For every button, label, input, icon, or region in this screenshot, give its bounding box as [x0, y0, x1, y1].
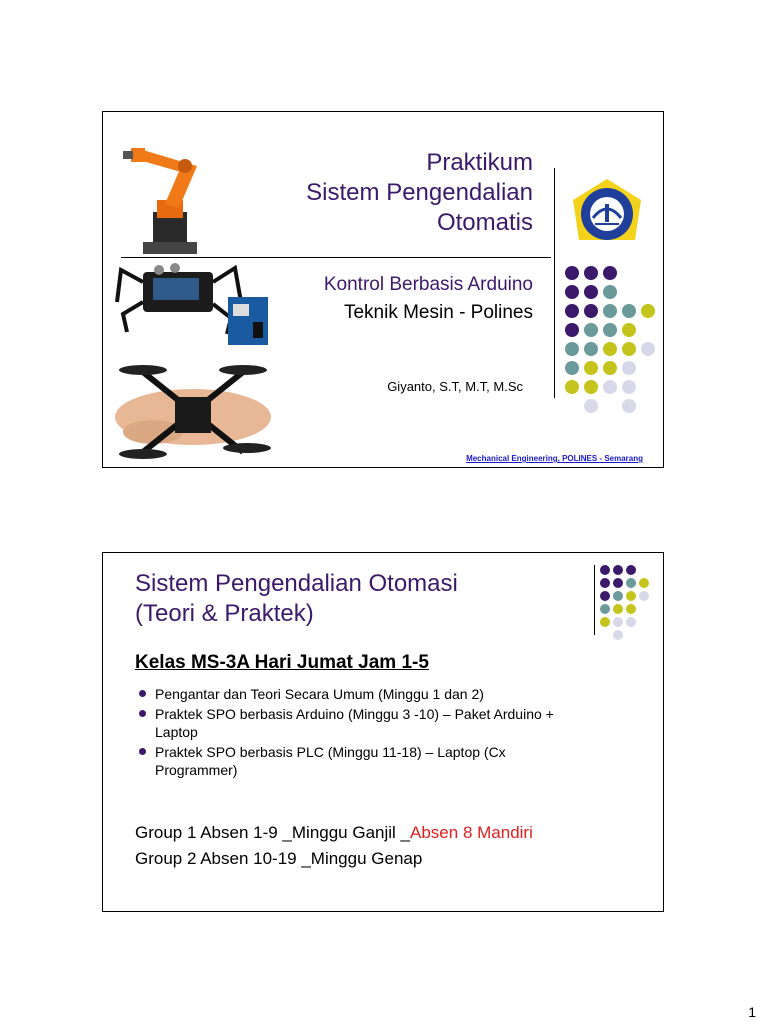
- hexapod-robot-image: [117, 263, 241, 334]
- group-1-highlight: Absen 8 Mandiri: [410, 823, 533, 842]
- group-1-text: Group 1 Absen 1-9 _Minggu Ganjil _: [135, 823, 411, 842]
- group-1-line: [135, 820, 533, 846]
- robot-images: [113, 142, 283, 467]
- bullet-icon: [139, 748, 146, 755]
- horizontal-divider: [121, 257, 551, 258]
- class-schedule-heading: Kelas MS-3A Hari Jumat Jam 1-5: [135, 652, 429, 673]
- list-item: [137, 685, 587, 703]
- bullet-text: Pengantar dan Teori Secara Umum (Minggu 1 dan 2): [155, 686, 484, 702]
- slide1-author: Giyanto, S.T, M.T, M.Sc: [387, 379, 523, 394]
- slide1-footer-link[interactable]: Mechanical Engineering, POLINES - Semarang: [466, 454, 643, 463]
- bullet-text: Praktek SPO berbasis PLC (Minggu 11-18) – Laptop (Cx Programmer): [155, 744, 506, 778]
- slide2-title: [135, 569, 458, 629]
- list-item: [137, 705, 587, 741]
- content-slide: [102, 552, 664, 912]
- bullet-list: [137, 685, 587, 781]
- list-item: [137, 743, 587, 779]
- bullet-text: Praktek SPO berbasis Arduino (Minggu 3 -10) – Paket Arduino + Laptop: [155, 706, 554, 740]
- polines-logo: [569, 178, 645, 250]
- arduino-board-image: [228, 297, 268, 345]
- slide1-department: Teknik Mesin - Polines: [343, 302, 533, 323]
- group-assignments: [135, 820, 533, 872]
- title-slide: [102, 111, 664, 468]
- slide1-subtitle: Kontrol Berbasis Arduino: [323, 274, 533, 295]
- group-2-line: Group 2 Absen 10-19 _Minggu Genap: [135, 849, 423, 868]
- slide2-title-line-1: Sistem Pengendalian Otomasi: [135, 570, 458, 597]
- vertical-divider: [594, 565, 595, 635]
- quadcopter-on-hand-image: [115, 365, 271, 459]
- bullet-icon: [139, 690, 146, 697]
- slide1-title-line-2: Sistem Pengendalian: [306, 179, 533, 206]
- bullet-icon: [139, 710, 146, 717]
- slide1-title-line-3: Otomatis: [436, 209, 533, 236]
- page-number: 1: [748, 1004, 756, 1020]
- slide1-title-line-1: Praktikum: [426, 149, 533, 176]
- slide1-title: [306, 148, 533, 238]
- slide2-title-line-2: (Teori & Praktek): [135, 600, 314, 627]
- industrial-robot-arm-image: [123, 148, 197, 254]
- vertical-divider: [554, 168, 555, 398]
